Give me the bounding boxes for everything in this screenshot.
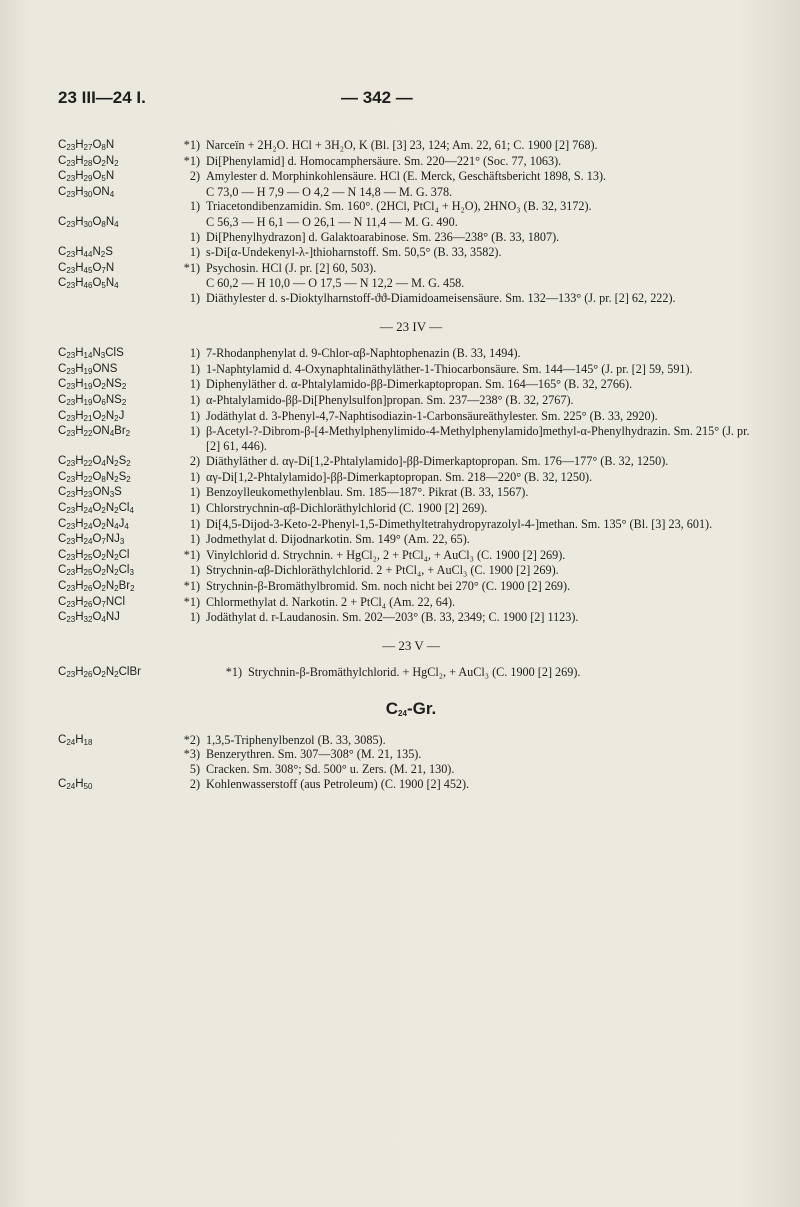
compound-formula: $C_{24}H_{18}$ [58, 733, 93, 747]
compound-formula: $C_{23}H_{19}O_6NS_2$ [58, 393, 127, 407]
item-number [176, 185, 206, 200]
item-number: 1) [189, 392, 200, 407]
item-number: 1) [189, 377, 200, 392]
item-number: *3) [183, 747, 200, 762]
compound-formula: $C_{23}H_{46}O_5N_4$ [58, 277, 119, 291]
compound-item [176, 454, 764, 469]
compound-item [176, 610, 764, 625]
item-number: 2) [189, 777, 200, 792]
compound-entry [58, 169, 764, 184]
compound-item [176, 291, 764, 306]
item-number: *1) [183, 153, 200, 168]
item-text: Di[4,5-Dijod-3-Keto-2-Phenyl-1,5-Dimethyltetrahydropyrazolyl-4-]methan. Sm. 135° (Bl. [3] 23, 601). [206, 516, 713, 531]
compound-entry [58, 470, 764, 485]
compound-item [176, 517, 764, 532]
compound-formula: $C_{24}H_{50}$ [58, 778, 93, 792]
item-text: Chlormethylat d. Narkotin. 2 + PtCl₄ (Am. 22, 64). [206, 594, 456, 609]
compound-item [176, 245, 764, 260]
item-text: α-Phtalylamido-ββ-Di[Phenylsulfon]propan. Sm. 237—238° (B. 32, 2767). [206, 392, 574, 407]
item-number: 1) [189, 563, 200, 578]
item-text: Di[Phenylhydrazon] d. Galaktoarabinose. Sm. 236—238° (B. 33, 1807). [206, 229, 560, 244]
item-text: Jodmethylat d. Dijodnarkotin. Sm. 149° (Am. 22, 65). [206, 532, 470, 547]
item-number: 1) [189, 485, 200, 500]
item-text: Diphenyläther d. α-Phtalylamido-ββ-Dimerkaptopropan. Sm. 164—165° (B. 32, 2766). [206, 377, 633, 392]
compound-item [176, 532, 764, 547]
compound-formula: $C_{23}H_{26}O_2N_2Br_2$ [58, 580, 135, 594]
compound-item [176, 169, 764, 184]
item-number: 1) [189, 290, 200, 305]
compound-entry [58, 154, 764, 169]
item-number: 5) [189, 761, 200, 776]
item-text: C 73,0 — H 7,9 — O 4,2 — N 14,8 — M. G. 378. [206, 184, 453, 199]
compound-formula: $C_{23}H_{22}ON_4Br_2$ [58, 425, 131, 439]
compound-item [176, 346, 764, 361]
item-number [176, 276, 206, 291]
item-number: 1) [189, 424, 200, 439]
item-number [176, 215, 206, 230]
compound-formula: $C_{23}H_{28}O_2N_2$ [58, 154, 119, 168]
compound-formula: $C_{23}H_{24}O_7NJ_3$ [58, 533, 125, 547]
compound-formula: $C_{23}H_{45}O_7N$ [58, 261, 115, 275]
compound-item [176, 485, 764, 500]
compound-entry [58, 665, 764, 680]
item-text: αγ-Di[1,2-Phtalylamido]-ββ-Dimerkaptopropan. Sm. 218—220° (B. 32, 1250). [206, 469, 593, 484]
item-text: Benzerythren. Sm. 307—308° (M. 21, 135). [206, 747, 422, 762]
compound-item [176, 747, 764, 762]
item-text: Strychnin-β-Bromäthylchlorid. + HgCl₂, + AuCl₃ (C. 1900 [2] 269). [248, 665, 581, 680]
compound-entry [58, 424, 764, 453]
section-23-iii [58, 138, 764, 306]
compound-item [176, 377, 764, 392]
item-text: Psychosin. HCl (J. pr. [2] 60, 503). [206, 260, 377, 275]
group-heading: $C_{24}-Gr$. [385, 699, 437, 718]
compound-formula: $C_{23}H_{26}O_7NCl$ [58, 595, 126, 609]
item-text: 1-Naphtylamid d. 4-Oxynaphtalinäthyläther-1-Thiocarbonsäure. Sm. 144—145° (J. pr. [2] 59, 591). [206, 361, 693, 376]
item-text: Cracken. Sm. 308°; Sd. 500° u. Zers. (M. 21, 130). [206, 761, 455, 776]
section-23-v [58, 665, 764, 680]
compound-entry [58, 563, 764, 578]
item-text: Vinylchlorid d. Strychnin. + HgCl₂, 2 + PtCl₄, + AuCl₃ (C. 1900 [2] 269). [206, 547, 566, 562]
item-number: 1) [189, 229, 200, 244]
item-number: *1) [183, 579, 200, 594]
item-text: β-Acetyl-?-Dibrom-β-[4-Methylphenylimido-4-Methylphenylamido]methyl-α-Phenylhydrazin. Sm. 215° (J. pr. [2] 61, 446). [206, 424, 750, 453]
compound-formula: $C_{23}H_{22}O_8N_2S_2$ [58, 470, 131, 484]
item-number: 1) [189, 408, 200, 423]
section-heading-23-iv: — 23 IV — [379, 318, 443, 334]
compound-formula: $C_{23}H_{26}O_2N_2ClBr$ [58, 666, 141, 680]
item-number: 1) [189, 516, 200, 531]
compound-entry [58, 215, 764, 244]
compound-entry [58, 276, 764, 305]
compound-entry [58, 393, 764, 408]
item-number: *1) [183, 260, 200, 275]
compound-formula: $C_{23}H_{32}O_4NJ$ [58, 611, 120, 625]
item-number: 1) [189, 245, 200, 260]
item-text: Jodäthylat d. 3-Phenyl-4,7-Naphtisodiazin-1-Carbonsäureäthylester. Sm. 225° (B. 33, 2920). [206, 408, 658, 423]
item-text: 7-Rhodanphenylat d. 9-Chlor-αβ-Naphtophenazin (B. 33, 1494). [206, 346, 521, 361]
section-heading-23-v: — 23 V — [382, 637, 440, 653]
compound-item [176, 154, 764, 169]
compound-entry [58, 245, 764, 260]
item-number: *2) [183, 732, 200, 747]
compound-entry [58, 548, 764, 563]
compound-formula: $C_{23}H_{14}N_3ClS$ [58, 347, 124, 361]
section-c24 [58, 733, 764, 792]
compound-entry [58, 532, 764, 547]
compound-formula: $C_{23}H_{30}O_8N_4$ [58, 215, 119, 229]
header-range: 23 III—24 I. [58, 88, 146, 107]
item-text: Di[Phenylamid] d. Homocamphersäure. Sm. 220—221° (Soc. 77, 1063). [206, 153, 562, 168]
item-number: *1) [225, 665, 242, 680]
compound-entry [58, 501, 764, 516]
item-text: Strychnin-β-Bromäthylbromid. Sm. noch nicht bei 270° (C. 1900 [2] 269). [206, 579, 571, 594]
compound-entry [58, 517, 764, 532]
compound-formula: $C_{23}H_{44}N_2S$ [58, 246, 113, 260]
compound-item [176, 230, 764, 245]
compound-entry [58, 610, 764, 625]
compound-item [176, 470, 764, 485]
item-text: Strychnin-αβ-Dichloräthylchlorid. 2 + PtCl₄, + AuCl₃ (C. 1900 [2] 269). [206, 563, 559, 578]
compound-item [176, 777, 764, 792]
section-23-iv [58, 346, 764, 625]
compound-formula: $C_{23}H_{22}O_4N_2S_2$ [58, 455, 131, 469]
item-number: 1) [189, 610, 200, 625]
compound-formula: $C_{23}H_{29}O_5N$ [58, 170, 115, 184]
item-text: Chlorstrychnin-αβ-Dichloräthylchlorid (C. 1900 [2] 269). [206, 501, 488, 516]
compound-formula: $C_{23}H_{30}ON_4$ [58, 185, 115, 199]
compound-formula: $C_{23}H_{24}O_2N_4J_4$ [58, 517, 129, 531]
compound-entry [58, 733, 764, 777]
item-text: Diäthyläther d. αγ-Di[1,2-Phtalylamido]-ββ-Dimerkaptopropan. Sm. 176—177° (B. 32, 1250). [206, 454, 669, 469]
item-text: C 60,2 — H 10,0 — O 17,5 — N 12,2 — M. G. 458. [206, 276, 465, 291]
compound-formula: $C_{23}H_{27}O_8N$ [58, 139, 115, 152]
item-number: *1) [183, 594, 200, 609]
compound-formula: $C_{23}H_{23}ON_3S$ [58, 486, 122, 500]
compound-formula: $C_{23}H_{21}O_2N_2J$ [58, 409, 125, 423]
item-text: Diäthylester d. s-Dioktylharnstoff-ϑϑ-Diamidoameisensäure. Sm. 132—133° (J. pr. [2] 62, 222). [206, 290, 676, 305]
compound-item [176, 276, 764, 291]
compound-entry [58, 261, 764, 276]
compound-entry [58, 595, 764, 610]
compound-item [176, 733, 764, 748]
compound-entry [58, 485, 764, 500]
item-text: Benzoylleukomethylenblau. Sm. 185—187°. Pikrat (B. 33, 1567). [206, 485, 529, 500]
content [58, 138, 764, 793]
compound-entry [58, 346, 764, 361]
compound-item [176, 199, 764, 214]
compound-entry [58, 362, 764, 377]
compound-item [176, 362, 764, 377]
compound-entry [58, 579, 764, 594]
compound-entry [58, 777, 764, 792]
item-number: 1) [189, 199, 200, 214]
compound-item [176, 393, 764, 408]
compound-formula: $C_{23}H_{24}O_2N_2Cl_4$ [58, 502, 134, 516]
item-text: C 56,3 — H 6,1 — O 26,1 — N 11,4 — M. G. 490. [206, 214, 458, 229]
compound-formula: $C_{23}H_{25}O_2N_2Cl$ [58, 548, 130, 562]
compound-item [176, 424, 764, 453]
item-number: *1) [183, 138, 200, 152]
item-number: 1) [189, 532, 200, 547]
item-number: 1) [189, 361, 200, 376]
item-text: 1,3,5-Triphenylbenzol (B. 33, 3085). [206, 732, 386, 747]
compound-item [176, 409, 764, 424]
compound-item [176, 762, 764, 777]
compound-entry [58, 138, 764, 153]
compound-entry [58, 409, 764, 424]
page-number: — 342 — [341, 88, 413, 107]
item-number: *1) [183, 547, 200, 562]
item-number: 2) [189, 454, 200, 469]
compound-formula: $C_{23}H_{19}O_2NS_2$ [58, 378, 127, 392]
compound-formula: $C_{23}H_{25}O_2N_2Cl_3$ [58, 564, 134, 578]
compound-item [176, 261, 764, 276]
item-number: 1) [189, 346, 200, 361]
compound-item [176, 579, 764, 594]
compound-item [176, 501, 764, 516]
item-text: Narceïn + 2H₂O. HCl + 3H₂O, K (Bl. [3] 23, 124; Am. 22, 61; C. 1900 [2] 768). [206, 138, 598, 152]
compound-entry [58, 377, 764, 392]
compound-formula: $C_{23}H_{19}ONS$ [58, 362, 118, 376]
item-number: 1) [189, 501, 200, 516]
compound-item [176, 185, 764, 200]
compound-entry [58, 185, 764, 214]
compound-item [176, 595, 764, 610]
item-number: 1) [189, 469, 200, 484]
compound-item [176, 138, 764, 153]
compound-item [176, 215, 764, 230]
item-text: Triacetondibenzamidin. Sm. 160°. (2HCl, PtCl₄ + H₂O), 2HNO₃ (B. 32, 3172). [206, 199, 592, 214]
item-text: Jodäthylat d. r-Laudanosin. Sm. 202—203° (B. 33, 2349; C. 1900 [2] 1123). [206, 610, 579, 625]
compound-item [176, 548, 764, 563]
compound-item [176, 563, 764, 578]
item-number: 2) [189, 169, 200, 184]
item-text: Kohlenwasserstoff (aus Petroleum) (C. 1900 [2] 452). [206, 777, 470, 792]
compound-entry [58, 454, 764, 469]
item-text: s-Di[α-Undekenyl-λ-]thioharnstoff. Sm. 50,5° (B. 33, 3582). [206, 245, 502, 260]
item-text: Amylester d. Morphinkohlensäure. HCl (E. Merck, Geschäftsbericht 1898, S. 13). [206, 169, 607, 184]
compound-item [218, 665, 764, 680]
